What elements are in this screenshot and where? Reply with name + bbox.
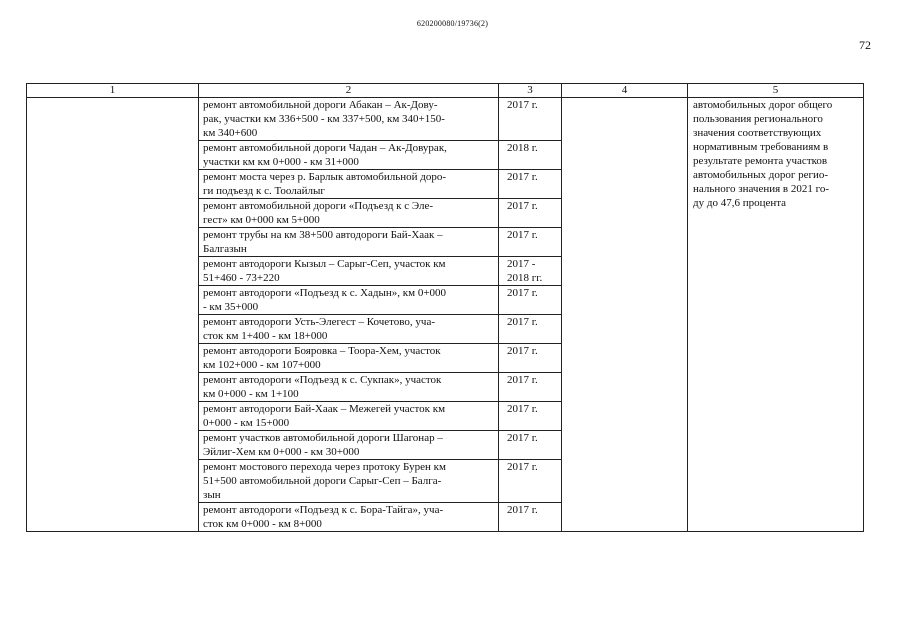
document-code: 620200080/19736(2)	[416, 19, 489, 28]
work-description: ремонт моста через р. Барлык автомобильной доро- ги подъезд к с. Тоолайлыг	[199, 170, 499, 199]
cell-col1-empty	[27, 98, 199, 532]
work-description: ремонт автомобильной дороги Абакан – Ак-Дову- рак, участки км 336+500 - км 337+500, км 340+150- км 340+600	[199, 98, 499, 141]
header-row	[27, 84, 864, 98]
work-description: ремонт мостового перехода через протоку Бурен км 51+500 автомобильной дороги Сарыг-Сеп – Балга- зын	[199, 460, 499, 503]
work-description: ремонт автодороги Усть-Элегест – Кочетово, уча- сток км 1+400 - км 18+000	[199, 315, 499, 344]
work-year: 2017 г.	[499, 460, 562, 503]
work-description: ремонт трубы на км 38+500 автодороги Бай-Хаак – Балгазын	[199, 228, 499, 257]
column-header-2: 2	[199, 84, 499, 98]
column-header-3: 3	[499, 84, 562, 98]
work-year: 2017 г.	[499, 431, 562, 460]
column-header-1: 1	[27, 84, 199, 98]
work-description: ремонт автодороги Кызыл – Сарыг-Сеп, участок км 51+460 - 73+220	[199, 257, 499, 286]
work-description: ремонт автомобильной дороги Чадан – Ак-Довурак, участки км км 0+000 - км 31+000	[199, 141, 499, 170]
work-description: ремонт автодороги Бай-Хаак – Межегей участок км 0+000 - км 15+000	[199, 402, 499, 431]
work-year: 2018 г.	[499, 141, 562, 170]
work-year: 2017 г.	[499, 228, 562, 257]
page-number: 72	[859, 38, 871, 52]
work-year: 2017 г.	[499, 373, 562, 402]
work-year: 2017 г.	[499, 286, 562, 315]
work-year: 2017 г.	[499, 344, 562, 373]
work-year: 2017 г.	[499, 98, 562, 141]
work-year: 2017 г.	[499, 315, 562, 344]
work-year: 2017 г.	[499, 199, 562, 228]
works-table	[26, 83, 864, 532]
work-description: ремонт автодороги «Подъезд к с. Сукпак», участок км 0+000 - км 1+100	[199, 373, 499, 402]
work-year: 2017 - 2018 гг.	[499, 257, 562, 286]
work-description: ремонт автодороги «Подъезд к с. Бора-Тайга», уча- сток км 0+000 - км 8+000	[199, 503, 499, 532]
column-header-4: 4	[562, 84, 688, 98]
work-description: ремонт автодороги Бояровка – Тоора-Хем, участок км 102+000 - км 107+000	[199, 344, 499, 373]
work-description: ремонт автомобильной дороги «Подъезд к с Эле- гест» км 0+000 км 5+000	[199, 199, 499, 228]
cell-col4-empty	[562, 98, 688, 532]
work-description: ремонт участков автомобильной дороги Шагонар – Эйлиг-Хем км 0+000 - км 30+000	[199, 431, 499, 460]
work-year: 2017 г.	[499, 402, 562, 431]
work-year: 2017 г.	[499, 503, 562, 532]
expected-result: автомобильных дорог общего пользования регионального значения соответствующих нормативным требованиям в результате ремонта участков автомобильных дорог регио- нального значения в 2021 го- ду до 47,6 процента	[688, 98, 864, 532]
column-header-5: 5	[688, 84, 864, 98]
work-description: ремонт автодороги «Подъезд к с. Хадын», км 0+000 - км 35+000	[199, 286, 499, 315]
table-row	[27, 98, 864, 141]
work-year: 2017 г.	[499, 170, 562, 199]
